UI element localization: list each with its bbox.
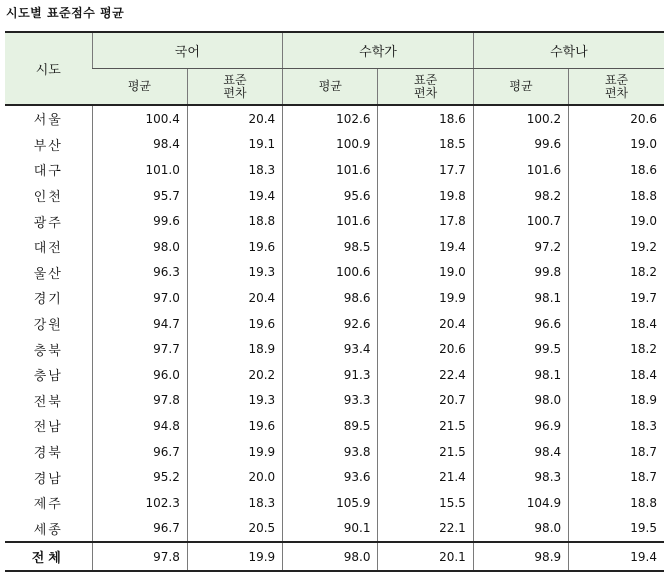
region-cell: 전북 <box>33 394 63 410</box>
sd-header-line1: 표준 <box>223 72 247 87</box>
mean-cell: 105.9 <box>283 490 378 516</box>
mean-cell: 98.0 <box>473 516 568 543</box>
sd-cell: 18.7 <box>569 464 664 490</box>
mean-cell: 98.4 <box>473 439 568 465</box>
mean-cell: 91.3 <box>283 362 378 388</box>
sd-cell: 18.3 <box>569 413 664 439</box>
mean-cell: 96.7 <box>92 516 187 543</box>
region-cell: 대구 <box>33 164 63 180</box>
mean-cell: 97.7 <box>92 336 187 362</box>
table-row <box>5 413 664 439</box>
mean-cell: 95.6 <box>283 183 378 209</box>
sd-cell: 18.2 <box>569 336 664 362</box>
sd-cell: 18.8 <box>569 490 664 516</box>
sd-cell: 20.1 <box>378 542 473 571</box>
sd-cell: 19.0 <box>378 260 473 286</box>
subject-header-korean: 국어 <box>92 32 283 69</box>
sd-cell: 19.0 <box>569 208 664 234</box>
sd-cell: 19.2 <box>569 234 664 260</box>
mean-cell: 96.6 <box>473 311 568 337</box>
table-row <box>5 183 664 209</box>
region-cell: 전체 <box>31 551 65 567</box>
mean-cell: 100.9 <box>283 132 378 158</box>
subject-header-math-ga: 수학가 <box>283 32 474 69</box>
mean-cell: 98.6 <box>283 285 378 311</box>
sd-cell: 19.8 <box>378 183 473 209</box>
region-cell: 충북 <box>33 343 63 359</box>
sd-cell: 18.8 <box>187 208 282 234</box>
mean-cell: 93.6 <box>283 464 378 490</box>
sd-header <box>187 69 282 106</box>
mean-cell: 99.8 <box>473 260 568 286</box>
region-cell: 광주 <box>33 215 63 231</box>
table-row <box>5 490 664 516</box>
mean-cell: 100.4 <box>92 105 187 132</box>
subject-header-math-na: 수학나 <box>473 32 664 69</box>
sd-cell: 18.4 <box>569 362 664 388</box>
mean-cell: 101.6 <box>283 208 378 234</box>
mean-cell: 98.3 <box>473 464 568 490</box>
sd-cell: 19.6 <box>187 413 282 439</box>
sd-cell: 18.3 <box>187 157 282 183</box>
mean-cell: 97.2 <box>473 234 568 260</box>
mean-cell: 98.9 <box>473 542 568 571</box>
sd-cell: 17.8 <box>378 208 473 234</box>
sd-cell: 22.4 <box>378 362 473 388</box>
mean-cell: 99.6 <box>473 132 568 158</box>
mean-cell: 98.0 <box>92 234 187 260</box>
sd-cell: 19.5 <box>569 516 664 543</box>
mean-cell: 94.7 <box>92 311 187 337</box>
mean-cell: 97.0 <box>92 285 187 311</box>
sd-cell: 18.7 <box>569 439 664 465</box>
sd-cell: 19.3 <box>187 388 282 414</box>
sd-cell: 18.3 <box>187 490 282 516</box>
mean-cell: 98.2 <box>473 183 568 209</box>
sd-cell: 17.7 <box>378 157 473 183</box>
sd-cell: 18.2 <box>569 260 664 286</box>
mean-cell: 93.8 <box>283 439 378 465</box>
sd-cell: 19.4 <box>378 234 473 260</box>
region-cell: 제주 <box>33 497 63 513</box>
region-column-header: 시도 <box>5 32 92 105</box>
table-row <box>5 464 664 490</box>
sd-cell: 21.4 <box>378 464 473 490</box>
sd-cell: 19.6 <box>187 311 282 337</box>
sd-cell: 18.6 <box>378 105 473 132</box>
mean-cell: 96.3 <box>92 260 187 286</box>
mean-cell: 94.8 <box>92 413 187 439</box>
region-cell: 울산 <box>33 266 63 282</box>
sd-header <box>569 69 664 106</box>
sd-cell: 20.2 <box>187 362 282 388</box>
table-row <box>5 362 664 388</box>
mean-cell: 100.6 <box>283 260 378 286</box>
sd-cell: 20.4 <box>187 285 282 311</box>
mean-cell: 89.5 <box>283 413 378 439</box>
region-cell: 경북 <box>33 446 63 462</box>
sd-cell: 19.1 <box>187 132 282 158</box>
mean-cell: 102.6 <box>283 105 378 132</box>
region-cell: 전남 <box>33 420 63 436</box>
sd-header-line1: 표준 <box>414 72 438 87</box>
mean-cell: 99.6 <box>92 208 187 234</box>
sd-cell: 19.7 <box>569 285 664 311</box>
sd-cell: 15.5 <box>378 490 473 516</box>
table-row <box>5 388 664 414</box>
total-row <box>5 542 664 571</box>
mean-cell: 104.9 <box>473 490 568 516</box>
mean-cell: 99.5 <box>473 336 568 362</box>
region-cell: 부산 <box>33 138 63 154</box>
sd-header-line2: 편차 <box>223 85 247 100</box>
mean-cell: 98.1 <box>473 285 568 311</box>
sd-cell: 19.9 <box>187 542 282 571</box>
sd-cell: 20.6 <box>569 105 664 132</box>
sd-cell: 20.6 <box>378 336 473 362</box>
sd-cell: 20.4 <box>378 311 473 337</box>
mean-cell: 100.2 <box>473 105 568 132</box>
mean-cell: 98.5 <box>283 234 378 260</box>
mean-cell: 92.6 <box>283 311 378 337</box>
sd-cell: 21.5 <box>378 413 473 439</box>
table-row <box>5 208 664 234</box>
sd-cell: 19.9 <box>187 439 282 465</box>
region-cell: 경기 <box>33 292 63 308</box>
mean-cell: 97.8 <box>92 388 187 414</box>
mean-cell: 96.0 <box>92 362 187 388</box>
mean-cell: 98.0 <box>473 388 568 414</box>
region-cell: 서울 <box>33 113 63 129</box>
mean-cell: 95.2 <box>92 464 187 490</box>
sd-cell: 19.9 <box>378 285 473 311</box>
sd-cell: 19.3 <box>187 260 282 286</box>
sd-cell: 18.8 <box>569 183 664 209</box>
mean-cell: 98.1 <box>473 362 568 388</box>
score-table <box>5 31 664 572</box>
sd-cell: 20.4 <box>187 105 282 132</box>
sd-header-line2: 편차 <box>604 85 629 100</box>
sd-cell: 22.1 <box>378 516 473 543</box>
mean-cell: 96.7 <box>92 439 187 465</box>
sd-cell: 19.6 <box>187 234 282 260</box>
mean-cell: 93.4 <box>283 336 378 362</box>
sd-cell: 20.0 <box>187 464 282 490</box>
sd-header-line2: 편차 <box>414 85 438 100</box>
mean-header: 평균 <box>473 69 568 106</box>
region-cell: 강원 <box>33 318 63 334</box>
sd-cell: 19.4 <box>569 542 664 571</box>
mean-cell: 101.6 <box>473 157 568 183</box>
mean-cell: 101.0 <box>92 157 187 183</box>
region-cell: 경남 <box>33 471 63 487</box>
table-row <box>5 260 664 286</box>
sd-header-line1: 표준 <box>604 72 629 87</box>
sd-cell: 18.6 <box>569 157 664 183</box>
table-row <box>5 311 664 337</box>
region-cell: 대전 <box>33 241 63 257</box>
mean-cell: 95.7 <box>92 183 187 209</box>
table-row <box>5 516 664 543</box>
sd-cell: 19.0 <box>569 132 664 158</box>
sd-cell: 21.5 <box>378 439 473 465</box>
mean-cell: 102.3 <box>92 490 187 516</box>
table-body <box>5 105 664 571</box>
sd-cell: 18.5 <box>378 132 473 158</box>
sd-cell: 18.4 <box>569 311 664 337</box>
sd-cell: 18.9 <box>569 388 664 414</box>
mean-cell: 93.3 <box>283 388 378 414</box>
table-row <box>5 285 664 311</box>
table-row <box>5 105 664 132</box>
table-row <box>5 234 664 260</box>
sd-header <box>378 69 473 106</box>
sd-cell: 18.9 <box>187 336 282 362</box>
region-cell: 세종 <box>33 522 63 538</box>
region-cell: 인천 <box>33 190 63 206</box>
table-row <box>5 157 664 183</box>
mean-cell: 90.1 <box>283 516 378 543</box>
table-row <box>5 336 664 362</box>
mean-cell: 97.8 <box>92 542 187 571</box>
mean-cell: 101.6 <box>283 157 378 183</box>
region-cell: 충남 <box>33 369 63 385</box>
sd-cell: 20.7 <box>378 388 473 414</box>
mean-cell: 100.7 <box>473 208 568 234</box>
table-row <box>5 439 664 465</box>
mean-cell: 98.0 <box>283 542 378 571</box>
table-row <box>5 132 664 158</box>
sd-cell: 19.4 <box>187 183 282 209</box>
page-title: 시도별 표준점수 평균 <box>6 6 125 20</box>
sd-cell: 20.5 <box>187 516 282 543</box>
mean-cell: 96.9 <box>473 413 568 439</box>
mean-cell: 98.4 <box>92 132 187 158</box>
mean-header: 평균 <box>283 69 378 106</box>
mean-header: 평균 <box>92 69 187 106</box>
